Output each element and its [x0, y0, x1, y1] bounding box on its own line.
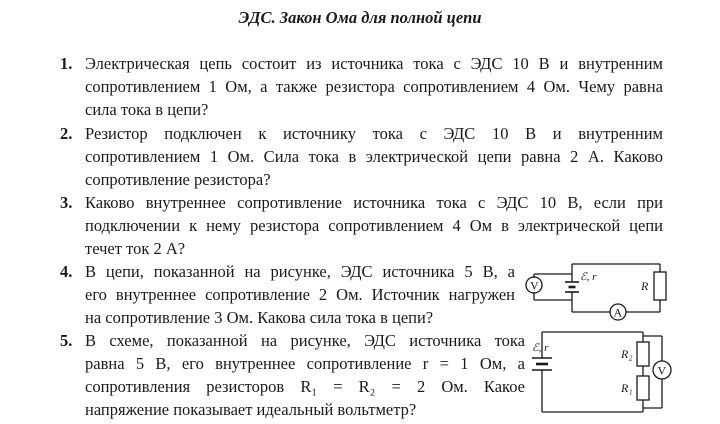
problem-1-line-2: сопротивлением 1 Ом, а также резистора сопротивлением 4 Ом. Чему равна	[85, 77, 663, 96]
problem-2-line-3: сопротивление резистора?	[85, 170, 271, 189]
problem-5-line-2: равна 5 В, его внутреннее сопротивление r = 1 Ом, а	[85, 354, 525, 373]
problem-4-line-3: на сопротивление 3 Ом. Какова сила тока в цепи?	[85, 308, 434, 327]
circuit-diagram-1	[522, 256, 672, 326]
r1-label: R₁	[621, 381, 633, 395]
problem-2-line-2: сопротивлением 1 Ом. Сила тока в электрической цепи равна 2 А. Каково	[85, 147, 663, 166]
problem-2-line-1: Резистор подключен к источнику тока с ЭДС 10 В и внутренним	[85, 124, 663, 143]
problem-4-line-2: его внутреннее сопротивление 2 Ом. Источник нагружен	[85, 285, 515, 304]
problem-3-number: 3.	[60, 193, 73, 212]
problem-5-line-3: сопротивления резисторов R₁ = R₂ = 2 Ом. Какое	[85, 377, 525, 396]
problem-4-line-1: В цепи, показанной на рисунке, ЭДС источника 5 В, а	[85, 262, 515, 281]
source-label-2: ℰ, r	[532, 342, 549, 354]
problem-3-line-1: Каково внутреннее сопротивление источника тока с ЭДС 10 В, если при	[85, 193, 663, 212]
source-label: ℰ, r	[580, 271, 597, 283]
problem-2-number: 2.	[60, 124, 73, 143]
r2-label: R₂	[621, 347, 633, 361]
circuit-diagram-2	[528, 328, 678, 420]
problem-5-line-4: напряжение показывает идеальный вольтметр?	[85, 400, 417, 419]
problem-5-number: 5.	[60, 331, 73, 350]
page-title: ЭДС. Закон Ома для полной цепи	[238, 8, 482, 27]
problem-5-line-1: В схеме, показанной на рисунке, ЭДС источника тока	[85, 331, 525, 350]
resistor-label: R	[641, 279, 649, 293]
voltmeter-symbol-2: V	[657, 363, 667, 378]
problem-3-line-2: подключении к нему резистора сопротивлением 4 Ом в электрической цепи	[85, 216, 663, 235]
ammeter-symbol: A	[613, 305, 623, 320]
voltmeter-symbol: V	[530, 278, 539, 293]
problem-1-line-1: Электрическая цепь состоит из источника тока с ЭДС 10 В и внутренним	[85, 54, 663, 73]
problem-1-number: 1.	[60, 54, 73, 73]
problem-1-line-3: сила тока в цепи?	[85, 100, 209, 119]
problem-3-line-3: течет ток 2 А?	[85, 239, 186, 258]
problem-4-number: 4.	[60, 262, 73, 281]
